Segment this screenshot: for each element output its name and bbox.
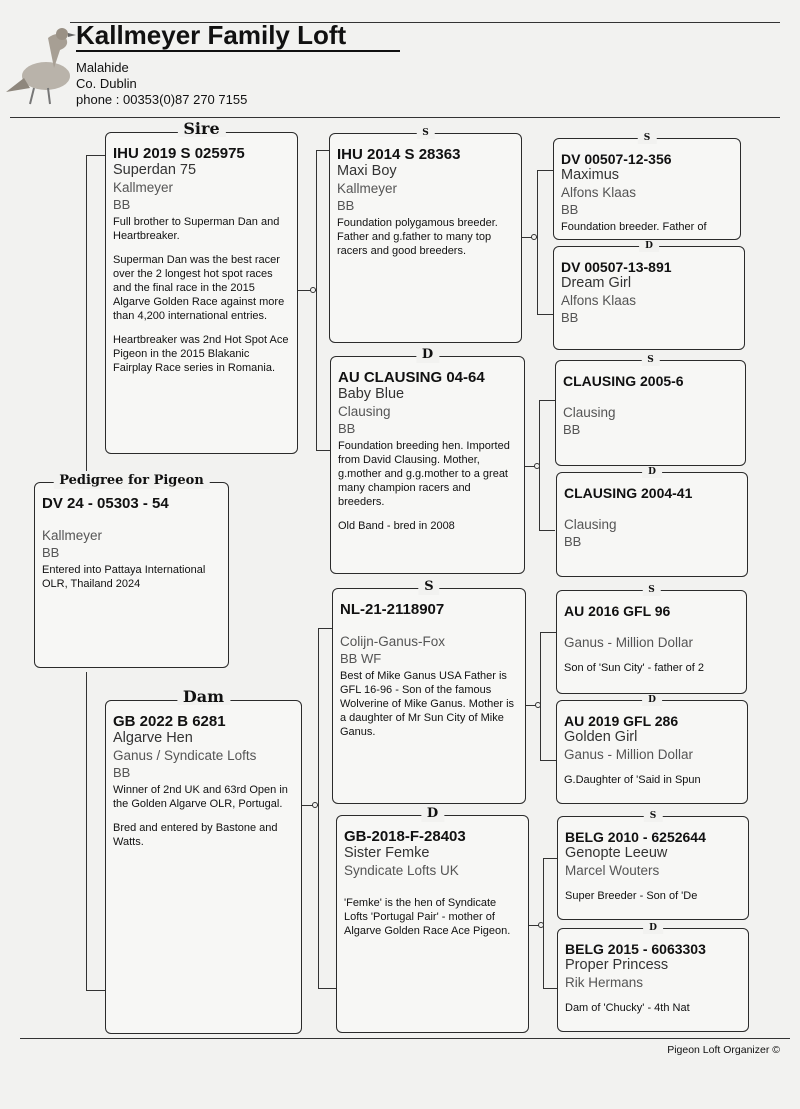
notes: G.Daughter of 'Said in Spun: [564, 774, 701, 786]
color: BB: [42, 545, 60, 560]
connector: [316, 450, 330, 451]
pigeon-name: Superdan 75: [113, 162, 197, 178]
color: BB: [564, 534, 582, 549]
address-line2: Co. Dublin: [76, 76, 137, 91]
band-number: AU 2016 GFL 96: [564, 603, 671, 619]
card-tab: D: [421, 806, 444, 822]
band-number: IHU 2014 S 28363: [337, 146, 461, 163]
footer-rule: [20, 1038, 790, 1039]
connector: [86, 155, 106, 156]
color: BB: [561, 310, 579, 325]
connector: [539, 400, 555, 401]
band-number: AU 2019 GFL 286: [564, 713, 679, 729]
notes: Foundation breeding hen. Imported from David Clausing. Mother, g.mother and g.g.mother to a great many champion racers and breeders.: [338, 440, 510, 508]
address-line1: Malahide: [76, 60, 129, 75]
card-tab: S: [644, 810, 663, 822]
header-rule: [10, 117, 780, 118]
card-tab: D: [642, 694, 662, 706]
band-number: DV 00507-13-891: [561, 259, 672, 275]
band-number: NL-21-2118907: [340, 601, 445, 618]
connector: [537, 170, 538, 314]
card-tab: Dam: [177, 689, 230, 705]
footer-credit: Pigeon Loft Organizer ©: [667, 1044, 780, 1056]
notes: Bred and entered by Bastone and Watts.: [113, 822, 278, 848]
card-tab: D: [643, 922, 663, 934]
pigeon-card-sss[interactable]: [553, 133, 741, 240]
card-tab: Pedigree for Pigeon: [53, 473, 210, 489]
breeder: Colijn-Ganus-Fox: [340, 634, 446, 649]
card-tab: Sire: [177, 121, 225, 137]
connector: [316, 150, 330, 151]
notes: Heartbreaker was 2nd Hot Spot Ace Pigeon in the 2015 Blakanic Fairplay Race series in Romania.: [113, 334, 289, 374]
connector: [86, 990, 106, 991]
connector: [318, 988, 336, 989]
pigeon-name: Proper Princess: [565, 957, 669, 973]
breeder: Syndicate Lofts UK: [344, 863, 459, 878]
band-number: IHU 2019 S 025975: [113, 145, 245, 162]
pigeon-name: Algarve Hen: [113, 730, 193, 746]
notes: Entered into Pattaya International OLR, Thailand 2024: [42, 564, 206, 590]
color: BB WF: [340, 651, 382, 666]
color: BB: [338, 421, 356, 436]
pigeon-card-sds[interactable]: [555, 355, 746, 466]
band-number: BELG 2015 - 6063303: [565, 941, 706, 957]
pigeon-card-dam-dam[interactable]: [336, 806, 529, 1033]
band-number: CLAUSING 2005-6: [563, 373, 684, 389]
breeder: Ganus - Million Dollar: [564, 635, 694, 650]
pigeon-name: Dream Girl: [561, 275, 632, 291]
phone: phone : 00353(0)87 270 7155: [76, 92, 248, 107]
title-underline: [76, 50, 400, 52]
pigeon-card-sire-sire[interactable]: [329, 128, 522, 343]
connector: [540, 760, 556, 761]
band-number: GB-2018-F-28403: [344, 828, 466, 845]
connector-dot: [312, 802, 318, 808]
color: BB: [113, 765, 131, 780]
connector: [537, 314, 553, 315]
breeder: Ganus - Million Dollar: [564, 747, 694, 762]
pigeon-name: Golden Girl: [564, 729, 638, 745]
notes: Foundation polygamous breeder. Father and g.father to many top racers and good breeders.: [337, 217, 498, 257]
pigeon-name: Sister Femke: [344, 845, 430, 861]
card-tab: D: [416, 347, 439, 363]
pigeon-card-dds[interactable]: [557, 811, 749, 920]
band-number: DV 24 - 05303 - 54: [42, 495, 169, 512]
notes: Best of Mike Ganus USA Father is GFL 16-96 - Son of the famous Wolverine of Mike Ganus. Mother is a daughter of Mr Sun City of Mike Ganus.: [340, 670, 515, 738]
breeder: Marcel Wouters: [565, 863, 660, 878]
breeder: Kallmeyer: [113, 180, 174, 195]
band-number: BELG 2010 - 6252644: [565, 829, 706, 845]
connector: [86, 672, 87, 990]
connector: [318, 628, 319, 988]
notes: Son of 'Sun City' - father of 2: [564, 662, 704, 674]
breeder: Kallmeyer: [42, 528, 103, 543]
pigeon-card-sire-dam[interactable]: [330, 347, 525, 574]
color: BB: [563, 422, 581, 437]
connector: [543, 988, 557, 989]
card-tab: S: [641, 354, 660, 366]
connector-dot: [310, 287, 316, 293]
band-number: AU CLAUSING 04-64: [338, 369, 485, 386]
pigeon-card-ddd[interactable]: [557, 923, 749, 1032]
notes: Super Breeder - Son of 'De: [565, 890, 698, 902]
connector: [539, 530, 555, 531]
card-tab: D: [642, 466, 662, 478]
pigeon-card-sdd[interactable]: [556, 467, 748, 577]
connector-dot: [538, 922, 544, 928]
color: BB: [113, 197, 131, 212]
connector: [86, 155, 87, 471]
breeder: Clausing: [564, 517, 617, 532]
notes: 'Femke' is the hen of Syndicate Lofts 'Portugal Pair' - mother of Algarve Golden Race Ace Pigeon.: [344, 897, 511, 937]
band-number: DV 00507-12-356: [561, 151, 672, 167]
breeder: Rik Hermans: [565, 975, 644, 990]
pigeon-card-dam-sire[interactable]: [332, 579, 526, 804]
color: BB: [337, 198, 355, 213]
connector-dot: [531, 234, 537, 240]
pigeon-name: Maxi Boy: [337, 163, 397, 179]
notes: Superman Dan was the best racer over the 2 longest hot spot races and the final race in the 2015 Algarve Golden Race against more than 4,200 international entries.: [113, 254, 285, 322]
pigeon-name: Maximus: [561, 167, 620, 183]
card-tab: S: [418, 579, 439, 595]
pigeon-card-dsd[interactable]: [556, 695, 748, 804]
breeder: Alfons Klaas: [561, 185, 637, 200]
pigeon-name: Genopte Leeuw: [565, 845, 668, 861]
breeder: Kallmeyer: [337, 181, 398, 196]
address-block: [76, 60, 247, 108]
connector: [537, 170, 553, 171]
connector: [543, 858, 557, 859]
card-tab: S: [416, 127, 435, 139]
connector: [540, 632, 541, 760]
pigeon-card-ssd[interactable]: [553, 241, 745, 350]
connector-dot: [535, 702, 541, 708]
pigeon-card-dam[interactable]: [105, 687, 302, 1034]
breeder: Clausing: [338, 404, 391, 419]
connector: [318, 628, 332, 629]
connector: [316, 150, 317, 450]
pigeon-card-subject[interactable]: [34, 473, 229, 668]
pigeon-name: Baby Blue: [338, 386, 405, 402]
notes: Foundation breeder. Father of: [561, 221, 707, 233]
notes: Full brother to Superman Dan and Heartbreaker.: [113, 216, 280, 242]
card-tab: D: [639, 240, 659, 252]
band-number: GB 2022 B 6281: [113, 713, 226, 730]
page-title: Kallmeyer Family Loft: [76, 20, 347, 50]
card-tab: S: [638, 132, 657, 144]
band-number: CLAUSING 2004-41: [564, 485, 693, 501]
notes: Old Band - bred in 2008: [338, 520, 455, 532]
breeder: Alfons Klaas: [561, 293, 637, 308]
connector-dot: [534, 463, 540, 469]
notes: Dam of 'Chucky' - 4th Nat: [565, 1002, 690, 1014]
card-tab: S: [642, 584, 661, 596]
pigeon-logo-icon: [4, 18, 78, 108]
pigeon-card-dss[interactable]: [556, 585, 747, 694]
breeder: Ganus / Syndicate Lofts: [113, 748, 257, 763]
color: BB: [561, 202, 579, 217]
connector: [540, 632, 556, 633]
breeder: Clausing: [563, 405, 616, 420]
pigeon-card-sire[interactable]: [105, 119, 298, 454]
notes: Winner of 2nd UK and 63rd Open in the Golden Algarve OLR, Portugal.: [113, 784, 288, 810]
